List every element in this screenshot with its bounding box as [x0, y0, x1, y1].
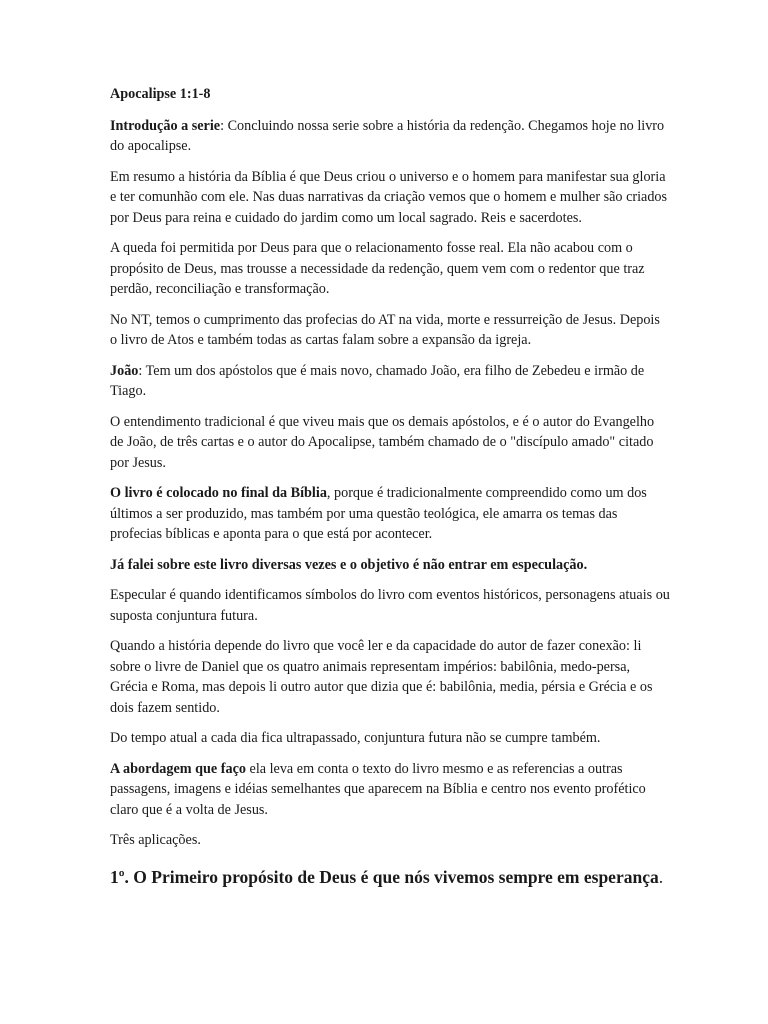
- section-heading-1: [110, 865, 670, 890]
- joao-label: João: [110, 362, 139, 379]
- document-title: Apocalipse 1:1-8: [110, 86, 211, 102]
- paragraph-intro: [110, 116, 670, 157]
- paragraph-especular: Especular é quando identificamos símbolos do livro com eventos históricos, personagens atuais ou suposta conjuntura futura.: [110, 587, 670, 624]
- paragraph-livro-final: [110, 483, 670, 545]
- intro-text: : Concluindo nossa serie sobre a história da redenção. Chegamos hoje no livro do apocalipse.: [110, 117, 665, 154]
- paragraph-nt: No NT, temos o cumprimento das profecias do AT na vida, morte e ressurreição de Jesus. Depois o livro de Atos e também todas as cartas falam sobre a expansão da igreja.: [110, 311, 660, 348]
- paragraph-tres: Três aplicações.: [110, 832, 201, 848]
- abordagem-text: ela leva em conta o texto do livro mesmo e as referencias a outras passagens, imagens e idéias semelhantes que aparecem na Bíblia e centro nos evento profético claro que é a volta de Jesus.: [110, 760, 646, 818]
- heading-1-text: 1º. O Primeiro propósito de Deus é que nós vivemos sempre em esperança: [110, 866, 659, 887]
- ja-falei-text: Já falei sobre este livro diversas vezes e o objetivo é não entrar em especulação.: [110, 556, 588, 573]
- heading-1-tail: .: [658, 866, 664, 887]
- paragraph-queda: A queda foi permitida por Deus para que o relacionamento fosse real. Ela não acabou com o propósito de Deus, mas trousse a necessidade da redenção, quem vem com o redentor que traz perdão, reconciliação e transformação.: [110, 240, 645, 297]
- intro-label: Introdução a serie: [110, 117, 221, 134]
- document-page: [110, 84, 670, 900]
- paragraph-abordagem: [110, 759, 670, 821]
- paragraph-quando: Quando a história depende do livro que você ler e da capacidade do autor de fazer conexão: li sobre o livre de Daniel que os quatro animais representam impérios: babilônia, medo-persa, Grécia e Roma, mas depois li outro autor que dizia que é: babilônia, media, pérsia e Grécia e os dois fazem sentido.: [110, 638, 653, 716]
- paragraph-entendimento: O entendimento tradicional é que viveu mais que os demais apóstolos, e é o autor do Evangelho de João, de três cartas e o autor do Apocalipse, também chamado de o "discípulo amado" citado por Jesus.: [110, 413, 655, 471]
- livro-final-label: O livro é colocado no final da Bíblia: [110, 485, 327, 501]
- abordagem-label: A abordagem que faço: [110, 760, 246, 777]
- paragraph-tempo: Do tempo atual a cada dia fica ultrapassado, conjuntura futura não se cumpre também.: [110, 730, 601, 746]
- paragraph-resumo: Em resumo a história da Bíblia é que Deus criou o universo e o homem para manifestar sua gloria e ter comunhão com ele. Nas duas narrativas da criação vemos que o homem e mulher são criados por Deus para reina e cuidado do jardim como um local sagrado. Reis e sacerdotes.: [110, 168, 668, 226]
- joao-text: : Tem um dos apóstolos que é mais novo, chamado João, era filho de Zebedeu e irmão de Tiago.: [110, 362, 645, 399]
- paragraph-ja-falei: [110, 555, 670, 576]
- paragraph-joao: [110, 361, 670, 402]
- livro-final-text: , porque é tradicionalmente compreendido como um dos últimos a ser produzido, mas também por uma questão teológica, ele amarra os temas das profecias bíblicas e aponta para o que está por acontecer.: [110, 485, 647, 542]
